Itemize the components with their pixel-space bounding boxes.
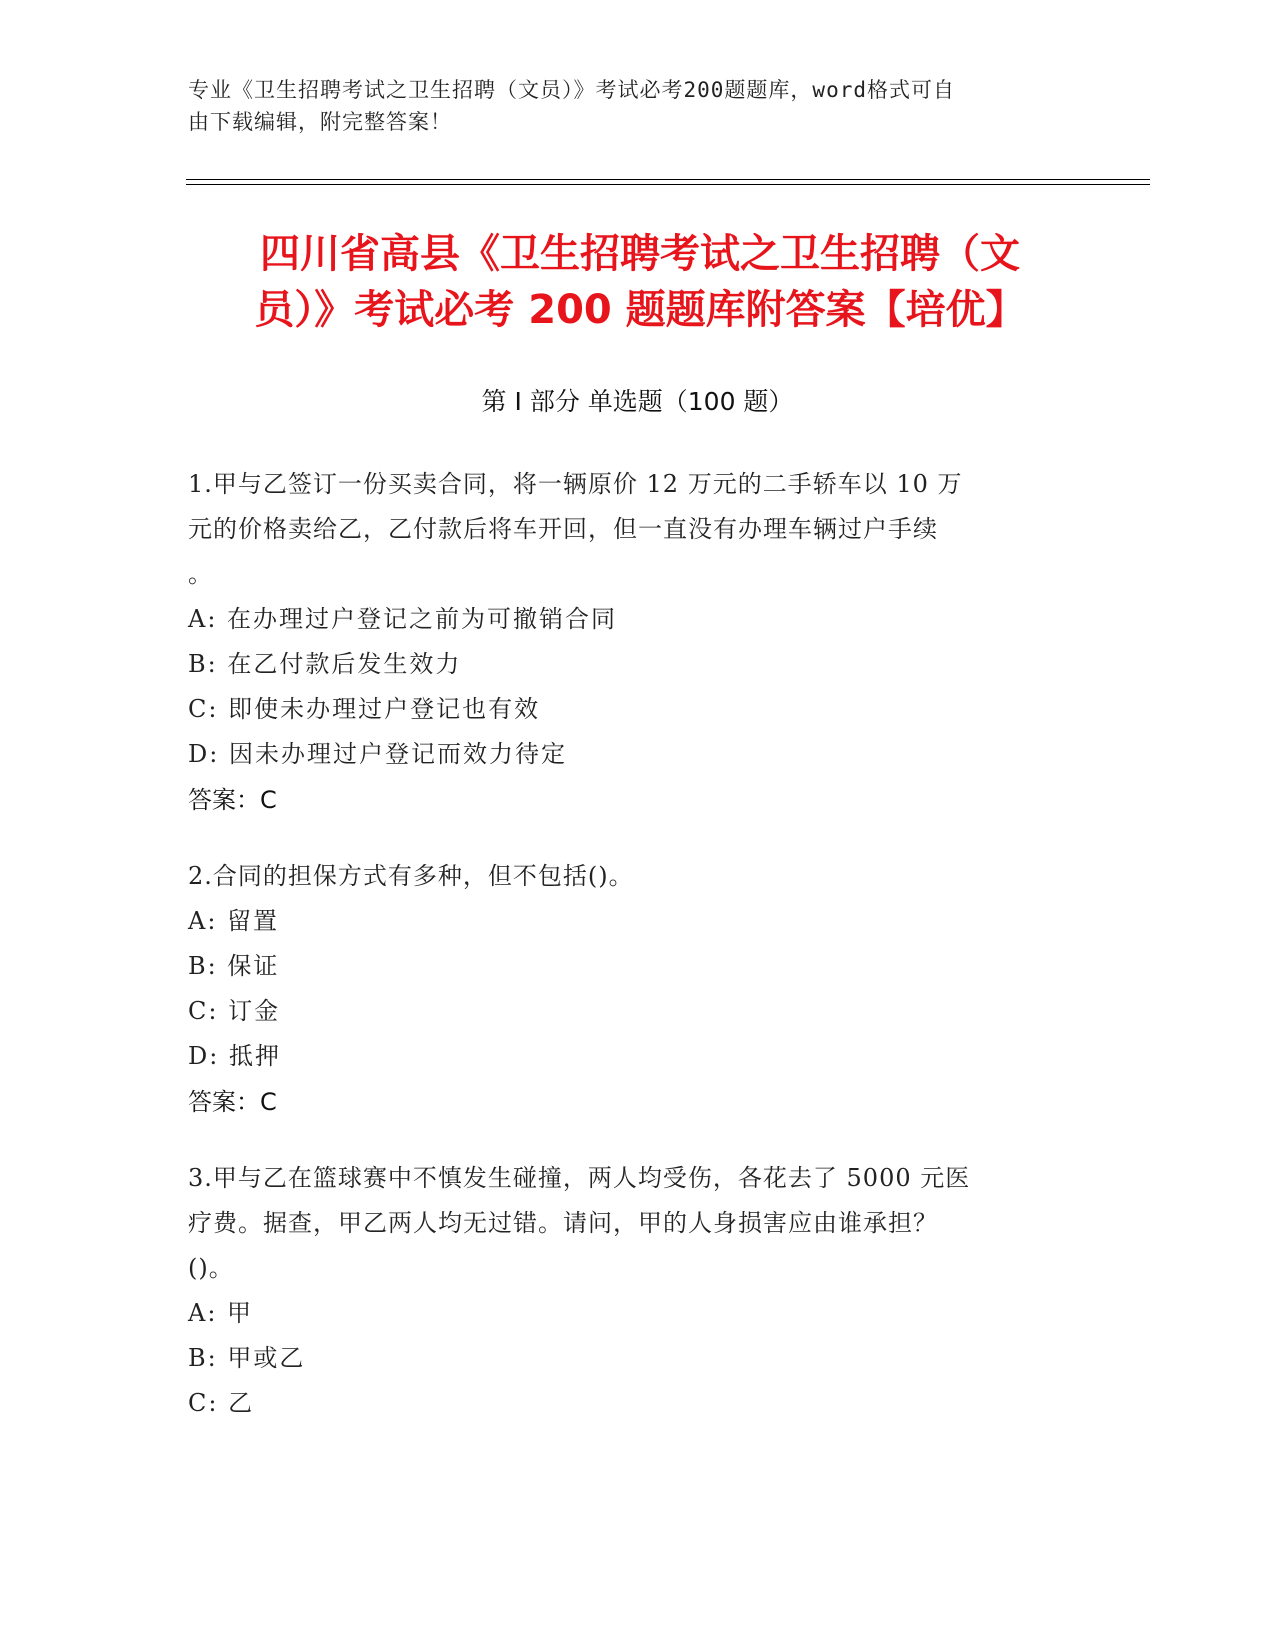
question-text-line: 3.甲与乙在篮球赛中不慎发生碰撞，两人均受伤，各花去了 5000 元医 <box>188 1164 971 1192</box>
page-header <box>188 74 1068 138</box>
question-text-line: 。 <box>188 560 213 588</box>
question-text-line: 元的价格卖给乙，乙付款后将车开回，但一直没有办理车辆过户手续 <box>188 515 938 543</box>
option-a: A: 留置 <box>188 907 280 935</box>
question-text <box>188 462 1078 597</box>
question-text-line: 疗费。据查，甲乙两人均无过错。请问，甲的人身损害应由谁承担？ <box>188 1209 938 1237</box>
title-line-1: 四川省高县《卫生招聘考试之卫生招聘（文 <box>260 231 1020 277</box>
option-c: C: 订金 <box>188 997 281 1025</box>
question-3 <box>188 1156 1078 1426</box>
option-d: D: 抵押 <box>188 1042 281 1070</box>
section-heading: 第 I 部分 单选题（100 题） <box>481 387 794 416</box>
document-title <box>190 226 1090 338</box>
question-text-line: 2.合同的担保方式有多种，但不包括()。 <box>188 862 634 890</box>
answer: 答案：C <box>188 1088 277 1116</box>
header-divider-top <box>186 179 1150 180</box>
option-b: B: 保证 <box>188 952 280 980</box>
title-line-2: 员）》考试必考 200 题题库附答案【培优】 <box>254 287 1026 333</box>
header-line-2: 由下载编辑，附完整答案！ <box>188 110 452 134</box>
question-text-line: ()。 <box>188 1254 234 1282</box>
option-d: D: 因未办理过户登记而效力待定 <box>188 740 567 768</box>
header-line-1: 专业《卫生招聘考试之卫生招聘（文员）》考试必考200题题库，word格式可自 <box>188 78 955 102</box>
question-text-line: 1.甲与乙签订一份买卖合同，将一辆原价 12 万元的二手轿车以 10 万 <box>188 470 963 498</box>
option-a: A: 在办理过户登记之前为可撤销合同 <box>188 605 618 633</box>
question-text <box>188 854 1078 899</box>
option-c: C: 即使未办理过户登记也有效 <box>188 695 541 723</box>
question-2 <box>188 854 1078 1125</box>
option-a: A: 甲 <box>188 1299 254 1327</box>
header-divider-bottom <box>186 184 1150 185</box>
option-b: B: 甲或乙 <box>188 1344 306 1372</box>
question-text <box>188 1156 1078 1291</box>
option-b: B: 在乙付款后发生效力 <box>188 650 462 678</box>
question-1 <box>188 462 1078 823</box>
answer: 答案：C <box>188 786 277 814</box>
option-c: C: 乙 <box>188 1389 255 1417</box>
